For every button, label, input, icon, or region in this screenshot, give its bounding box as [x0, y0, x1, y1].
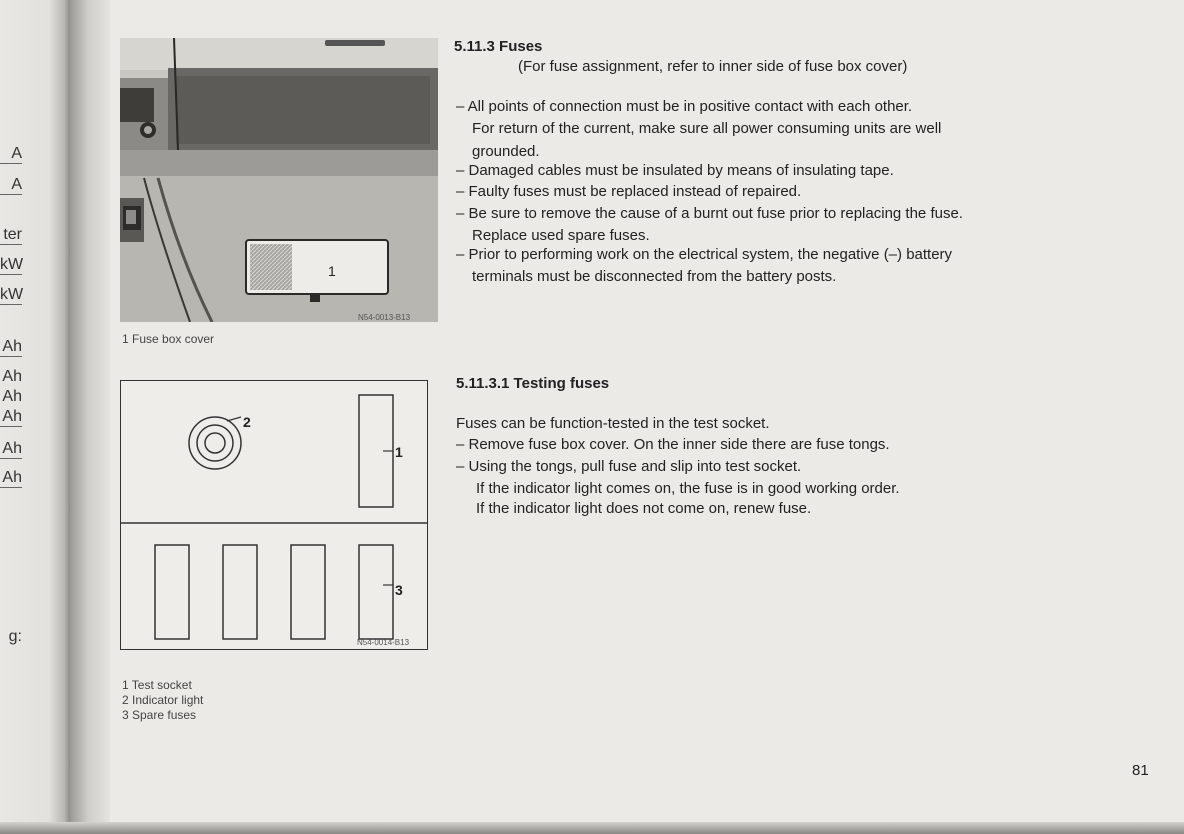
- callout-label: 2: [243, 414, 251, 430]
- margin-fragment: kW: [0, 256, 24, 273]
- margin-fragment: Ah: [0, 440, 22, 459]
- book-gutter: [70, 0, 110, 834]
- body-line: If the indicator light comes on, the fuse is in good working order.: [476, 480, 900, 497]
- body-line: Fuses can be function-tested in the test socket.: [456, 415, 770, 432]
- body-line: – Prior to performing work on the electrical system, the negative (–) battery: [456, 246, 953, 263]
- fuse-box-cover-illustration: [120, 38, 438, 322]
- body-line: – Using the tongs, pull fuse and slip into test socket.: [456, 458, 802, 475]
- body-line: If the indicator light does not come on, renew fuse.: [476, 500, 812, 517]
- margin-fragment: Ah: [0, 469, 22, 488]
- spare-fuse-shape: [291, 545, 325, 639]
- figure-code: N54-0014-B13: [357, 638, 410, 647]
- body-line: grounded.: [472, 143, 540, 160]
- figure-caption: 3 Spare fuses: [122, 708, 197, 722]
- margin-fragment: A: [0, 176, 22, 195]
- fuse-box-diagram: [120, 380, 428, 650]
- section-subtitle: (For fuse assignment, refer to inner side of fuse box cover): [518, 58, 908, 75]
- margin-fragment: A: [0, 145, 22, 164]
- body-line: – Remove fuse box cover. On the inner side there are fuse tongs.: [456, 436, 890, 453]
- section-title: 5.11.3 Fuses: [454, 38, 543, 55]
- page-bottom-edge: [0, 822, 1184, 834]
- spare-fuse-shape: [155, 545, 189, 639]
- body-line: For return of the current, make sure all power consuming units are well: [472, 120, 942, 137]
- margin-fragment: kW: [0, 286, 24, 303]
- subsection-title: 5.11.3.1 Testing fuses: [456, 375, 610, 392]
- body-line: – Faulty fuses must be replaced instead of repaired.: [456, 183, 802, 200]
- body-line: Replace used spare fuses.: [472, 227, 650, 244]
- figure-caption: 1 Fuse box cover: [122, 332, 215, 346]
- fuse-box-cover-photo: [120, 38, 438, 322]
- body-line: terminals must be disconnected from the battery posts.: [472, 268, 837, 285]
- figure-caption: 2 Indicator light: [122, 693, 204, 707]
- margin-fragment: Ah: [0, 408, 22, 427]
- margin-fragment: Ah: [2, 388, 22, 405]
- spare-fuse-shape: [223, 545, 257, 639]
- body-line: – Be sure to remove the cause of a burnt out fuse prior to replacing the fuse.: [456, 205, 963, 222]
- margin-fragment: Ah: [2, 368, 22, 385]
- spare-fuse-shape: [359, 545, 393, 639]
- margin-fragment: ter: [0, 226, 22, 245]
- body-line: – All points of connection must be in positive contact with each other.: [456, 98, 913, 115]
- callout-label: 3: [395, 582, 403, 598]
- margin-fragment: g:: [8, 628, 22, 645]
- fuse-box-diagram-drawing: [121, 381, 427, 649]
- callout-label: 1: [395, 444, 403, 460]
- body-line: – Damaged cables must be insulated by means of insulating tape.: [456, 162, 894, 179]
- margin-fragment: Ah: [0, 338, 22, 357]
- page-number: 81: [1132, 762, 1149, 779]
- figure-caption: 1 Test socket: [122, 678, 192, 692]
- figure-code: N54-0013-B13: [358, 313, 411, 322]
- callout-label: 1: [328, 263, 336, 279]
